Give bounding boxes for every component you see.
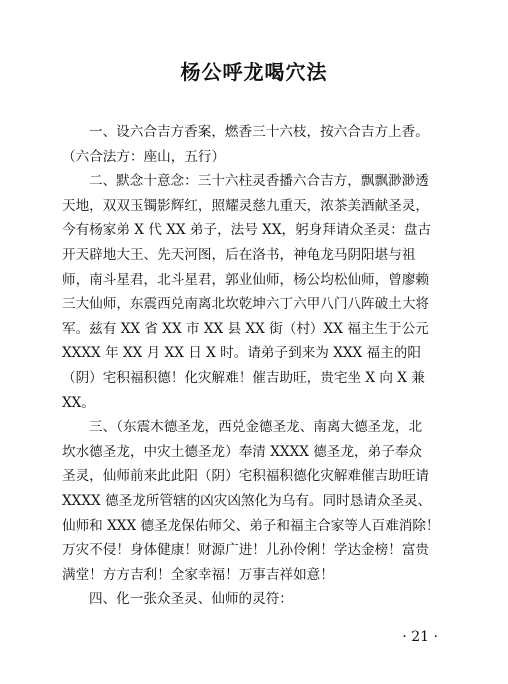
text-line: XXXX 德圣龙所管辖的凶灾凶煞化为乌有。同时恳请众圣灵、	[62, 492, 432, 509]
text-line: 一、设六合吉方香案，燃香三十六枝，按六合吉方上香。	[89, 124, 429, 140]
page-number: · 21 ·	[402, 629, 438, 645]
text-line: 万灾不侵！身体健康！财源广进！儿孙伶俐！学达金榜！富贵	[62, 542, 430, 559]
text-line: 圣灵，仙师前来此此阳（阴）宅积福积德化灾解难催吉助旺请	[62, 468, 430, 485]
text-line: XXXX 年 XX 月 XX 日 X 时。请弟子到来为 XXX 福主的阳	[62, 345, 421, 362]
paragraph-1	[62, 120, 447, 169]
page-title: 杨公呼龙喝穴法	[180, 60, 328, 84]
text-line: （阴）宅积福积德！化灾解难！催吉助旺，贵宅坐 X 向 X 兼	[62, 369, 425, 386]
text-line: 二、默念十意念：三十六柱灵香播六合吉方，飘飘渺渺透	[89, 173, 429, 190]
text-line: 仙师和 XXX 德圣龙保佑师父、弟子和福主合家等人百难消除！	[62, 517, 440, 534]
text-line: 满堂！方方吉利！全家幸福！万事吉祥如意！	[62, 566, 334, 583]
document-body	[62, 120, 447, 612]
paragraph-4	[62, 587, 447, 612]
text-line: 三、（东震木德圣龙，西兑金德圣龙、南离大德圣龙，北	[89, 419, 423, 436]
text-line: 三大仙师，东震西兑南离北坎乾坤六丁六甲八门八阵破土大将	[62, 296, 430, 313]
text-line: XX。	[62, 394, 95, 411]
text-line: 开天辟地大王、先天河图，后在洛书，神龟龙马阴阳堪与祖	[62, 246, 416, 263]
paragraph-2	[62, 169, 447, 415]
text-line: 四、化一张众圣灵、仙师的灵符：	[89, 591, 293, 608]
paragraph-3	[62, 415, 447, 587]
text-line: 师，南斗星君，北斗星君，郭业仙师，杨公均松仙师，曾廖赖	[62, 271, 430, 288]
text-line: 军。兹有 XX 省 XX 市 XX 县 XX 街（村）XX 福主生于公元	[62, 320, 429, 337]
text-line: 坎水德圣龙，中灾土德圣龙）奉清 XXXX 德圣龙，弟子奉众	[62, 443, 423, 460]
text-line: 今有杨家弟 X 代 XX 弟子，法号 XX，躬身拜请众圣灵：盘古	[62, 222, 432, 239]
text-line: （六合法方：座山，五行）	[62, 148, 226, 165]
text-line: 天地，双双玉镯影辉红，照耀灵慈九重天，浓茶美酒献圣灵，	[62, 197, 430, 214]
